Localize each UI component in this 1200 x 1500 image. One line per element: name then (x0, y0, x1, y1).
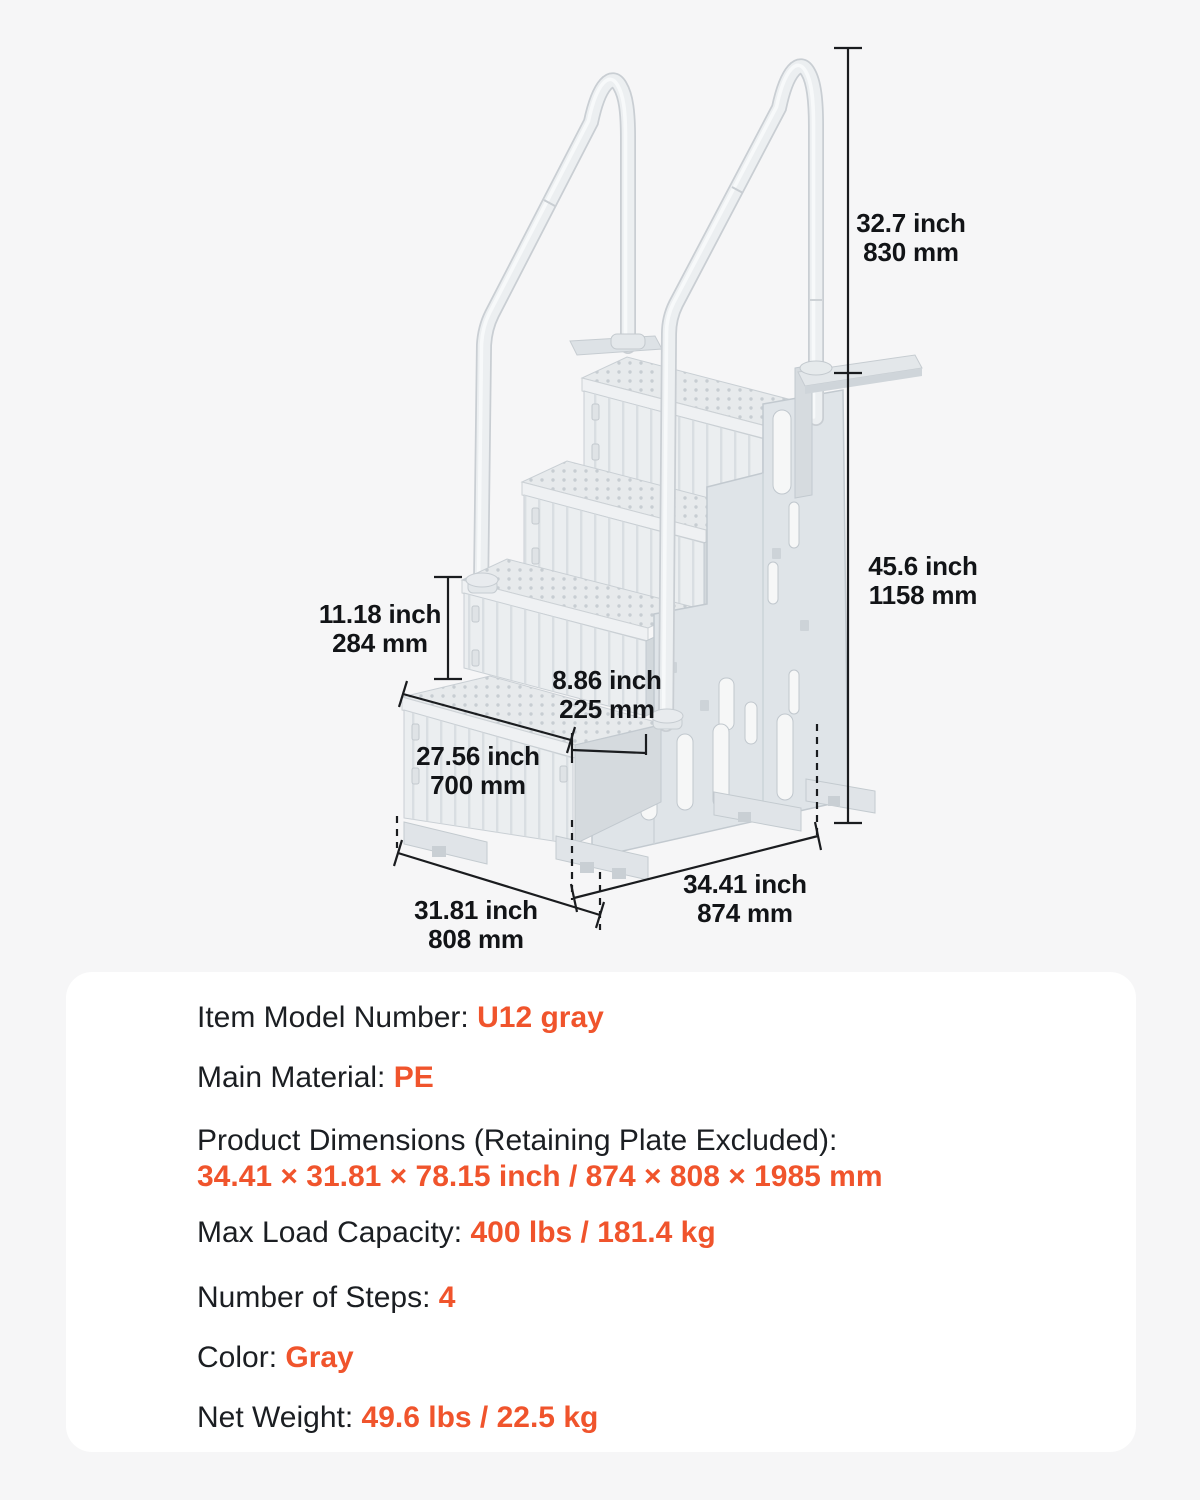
dimension-label-base-depth: 31.81 inch 808 mm (414, 895, 538, 954)
spec-net-weight (197, 1400, 1096, 1436)
dimension-label-base-width: 34.41 inch 874 mm (683, 869, 807, 928)
spec-label: Item Model Number: (197, 1001, 478, 1034)
spec-value: 400 lbs / 181.4 kg (470, 1216, 716, 1249)
spec-value: PE (393, 1061, 434, 1094)
dimension-label-handrail-height: 32.7 inch 830 mm (856, 208, 966, 267)
spec-color (197, 1340, 1096, 1376)
spec-number-of-steps (197, 1280, 1096, 1316)
spec-max-load-capacity (197, 1215, 1096, 1251)
spec-label: Product Dimensions (Retaining Plate Excluded): (197, 1124, 838, 1157)
spec-label: Color: (197, 1341, 286, 1374)
product-specs-card (66, 972, 1136, 1452)
spec-value: U12 gray (477, 1001, 604, 1034)
dimension-label-ladder-height: 45.6 inch 1158 mm (868, 551, 978, 610)
dimension-label-bottom-step-depth: 27.56 inch 700 mm (416, 741, 540, 800)
spec-product-dimensions (197, 1123, 1096, 1195)
spec-label: Main Material: (197, 1061, 394, 1094)
retaining-plate-left (570, 334, 662, 355)
spec-value: 34.41 × 31.81 × 78.15 inch / 874 × 808 × 1985 mm (197, 1160, 883, 1193)
spec-value: Gray (285, 1341, 354, 1374)
spec-item-model-number (197, 1000, 1096, 1036)
spec-label: Net Weight: (197, 1401, 362, 1434)
dimension-label-tread-depth: 8.86 inch 225 mm (552, 665, 662, 724)
spec-value: 4 (438, 1281, 456, 1314)
spec-main-material (197, 1060, 1096, 1096)
spec-value: 49.6 lbs / 22.5 kg (361, 1401, 599, 1434)
dimension-label-step-riser: 11.18 inch 284 mm (318, 599, 442, 658)
spec-label: Max Load Capacity: (197, 1216, 471, 1249)
spec-label: Number of Steps: (197, 1281, 439, 1314)
